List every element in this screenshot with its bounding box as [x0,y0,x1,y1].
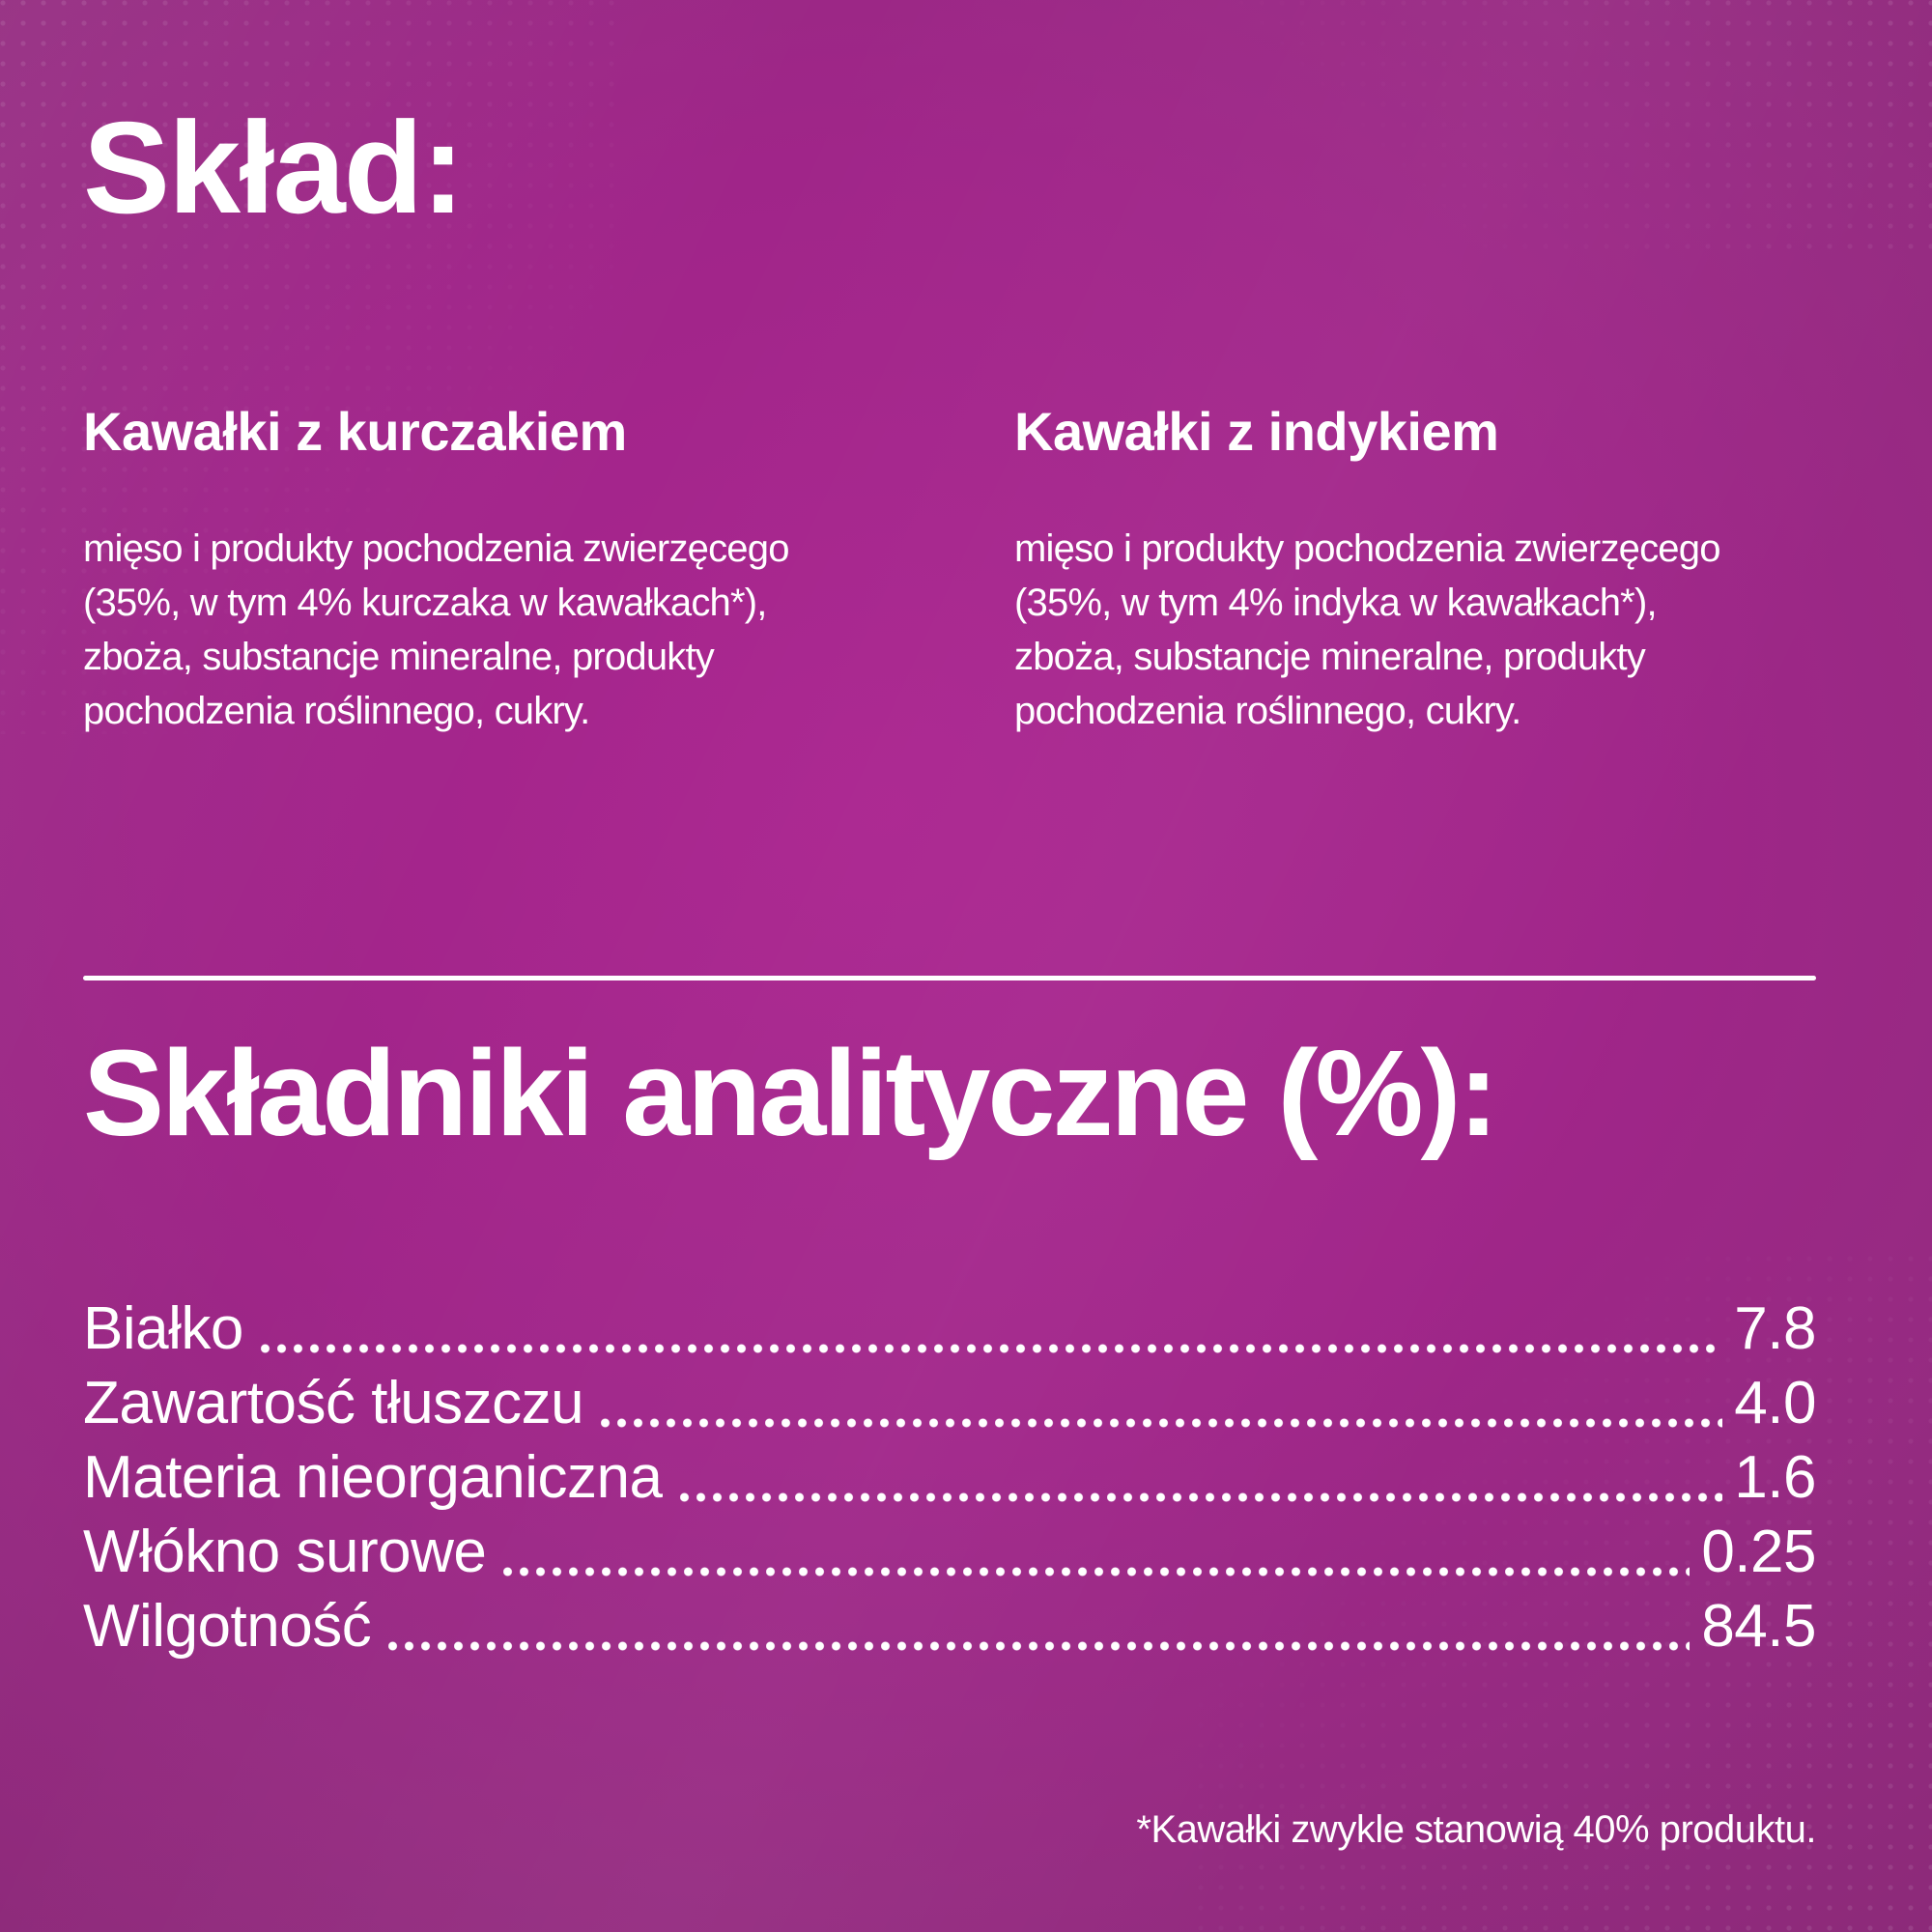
row-value: 84.5 [1701,1593,1816,1660]
analytical-table [83,1292,1816,1663]
chunks-footnote: *Kawałki zwykle stanowią 40% produktu. [1136,1808,1816,1851]
row-label: Zawartość tłuszczu [83,1370,584,1436]
dot-leader [261,1344,1722,1353]
table-row [83,1292,1816,1366]
ingredients-columns [83,399,1816,738]
column-chicken-heading: Kawałki z kurczakiem [83,401,627,462]
dot-leader [388,1641,1690,1651]
ingredient-line: (35%, w tym 4% kurczaka w kawałkach*), [83,582,767,624]
ingredients-title: Skład: [83,95,464,241]
section-divider [83,976,1816,980]
column-chicken [83,399,789,738]
table-row [83,1589,1816,1663]
ingredient-line: zboża, substancje mineralne, produkty [1014,636,1645,678]
row-label: Białko [83,1295,243,1362]
row-value: 0.25 [1701,1519,1816,1585]
table-row [83,1366,1816,1440]
ingredient-line: mięso i produkty pochodzenia zwierzęcego [1014,527,1720,570]
column-turkey-heading: Kawałki z indykiem [1014,401,1499,462]
ingredient-line: zboża, substancje mineralne, produkty [83,636,714,678]
analytical-title: Składniki analityczne (%): [83,1025,1496,1161]
ingredient-line: pochodzenia roślinnego, cukry. [1014,690,1521,732]
ingredient-line: mięso i produkty pochodzenia zwierzęcego [83,527,789,570]
ingredient-line: pochodzenia roślinnego, cukry. [83,690,590,732]
row-label: Wilgotność [83,1593,372,1660]
row-label: Materia nieorganiczna [83,1444,663,1511]
dot-leader [601,1418,1722,1428]
column-turkey-ingredients [1014,522,1720,738]
column-turkey [1014,399,1720,738]
ingredient-line: (35%, w tym 4% indyka w kawałkach*), [1014,582,1657,624]
row-label: Włókno surowe [83,1519,487,1585]
row-value: 4.0 [1734,1370,1816,1436]
dot-leader [503,1567,1690,1577]
table-row [83,1440,1816,1515]
column-chicken-ingredients [83,522,789,738]
table-row [83,1515,1816,1589]
dot-leader [680,1492,1723,1502]
row-value: 1.6 [1734,1444,1816,1511]
row-value: 7.8 [1734,1295,1816,1362]
